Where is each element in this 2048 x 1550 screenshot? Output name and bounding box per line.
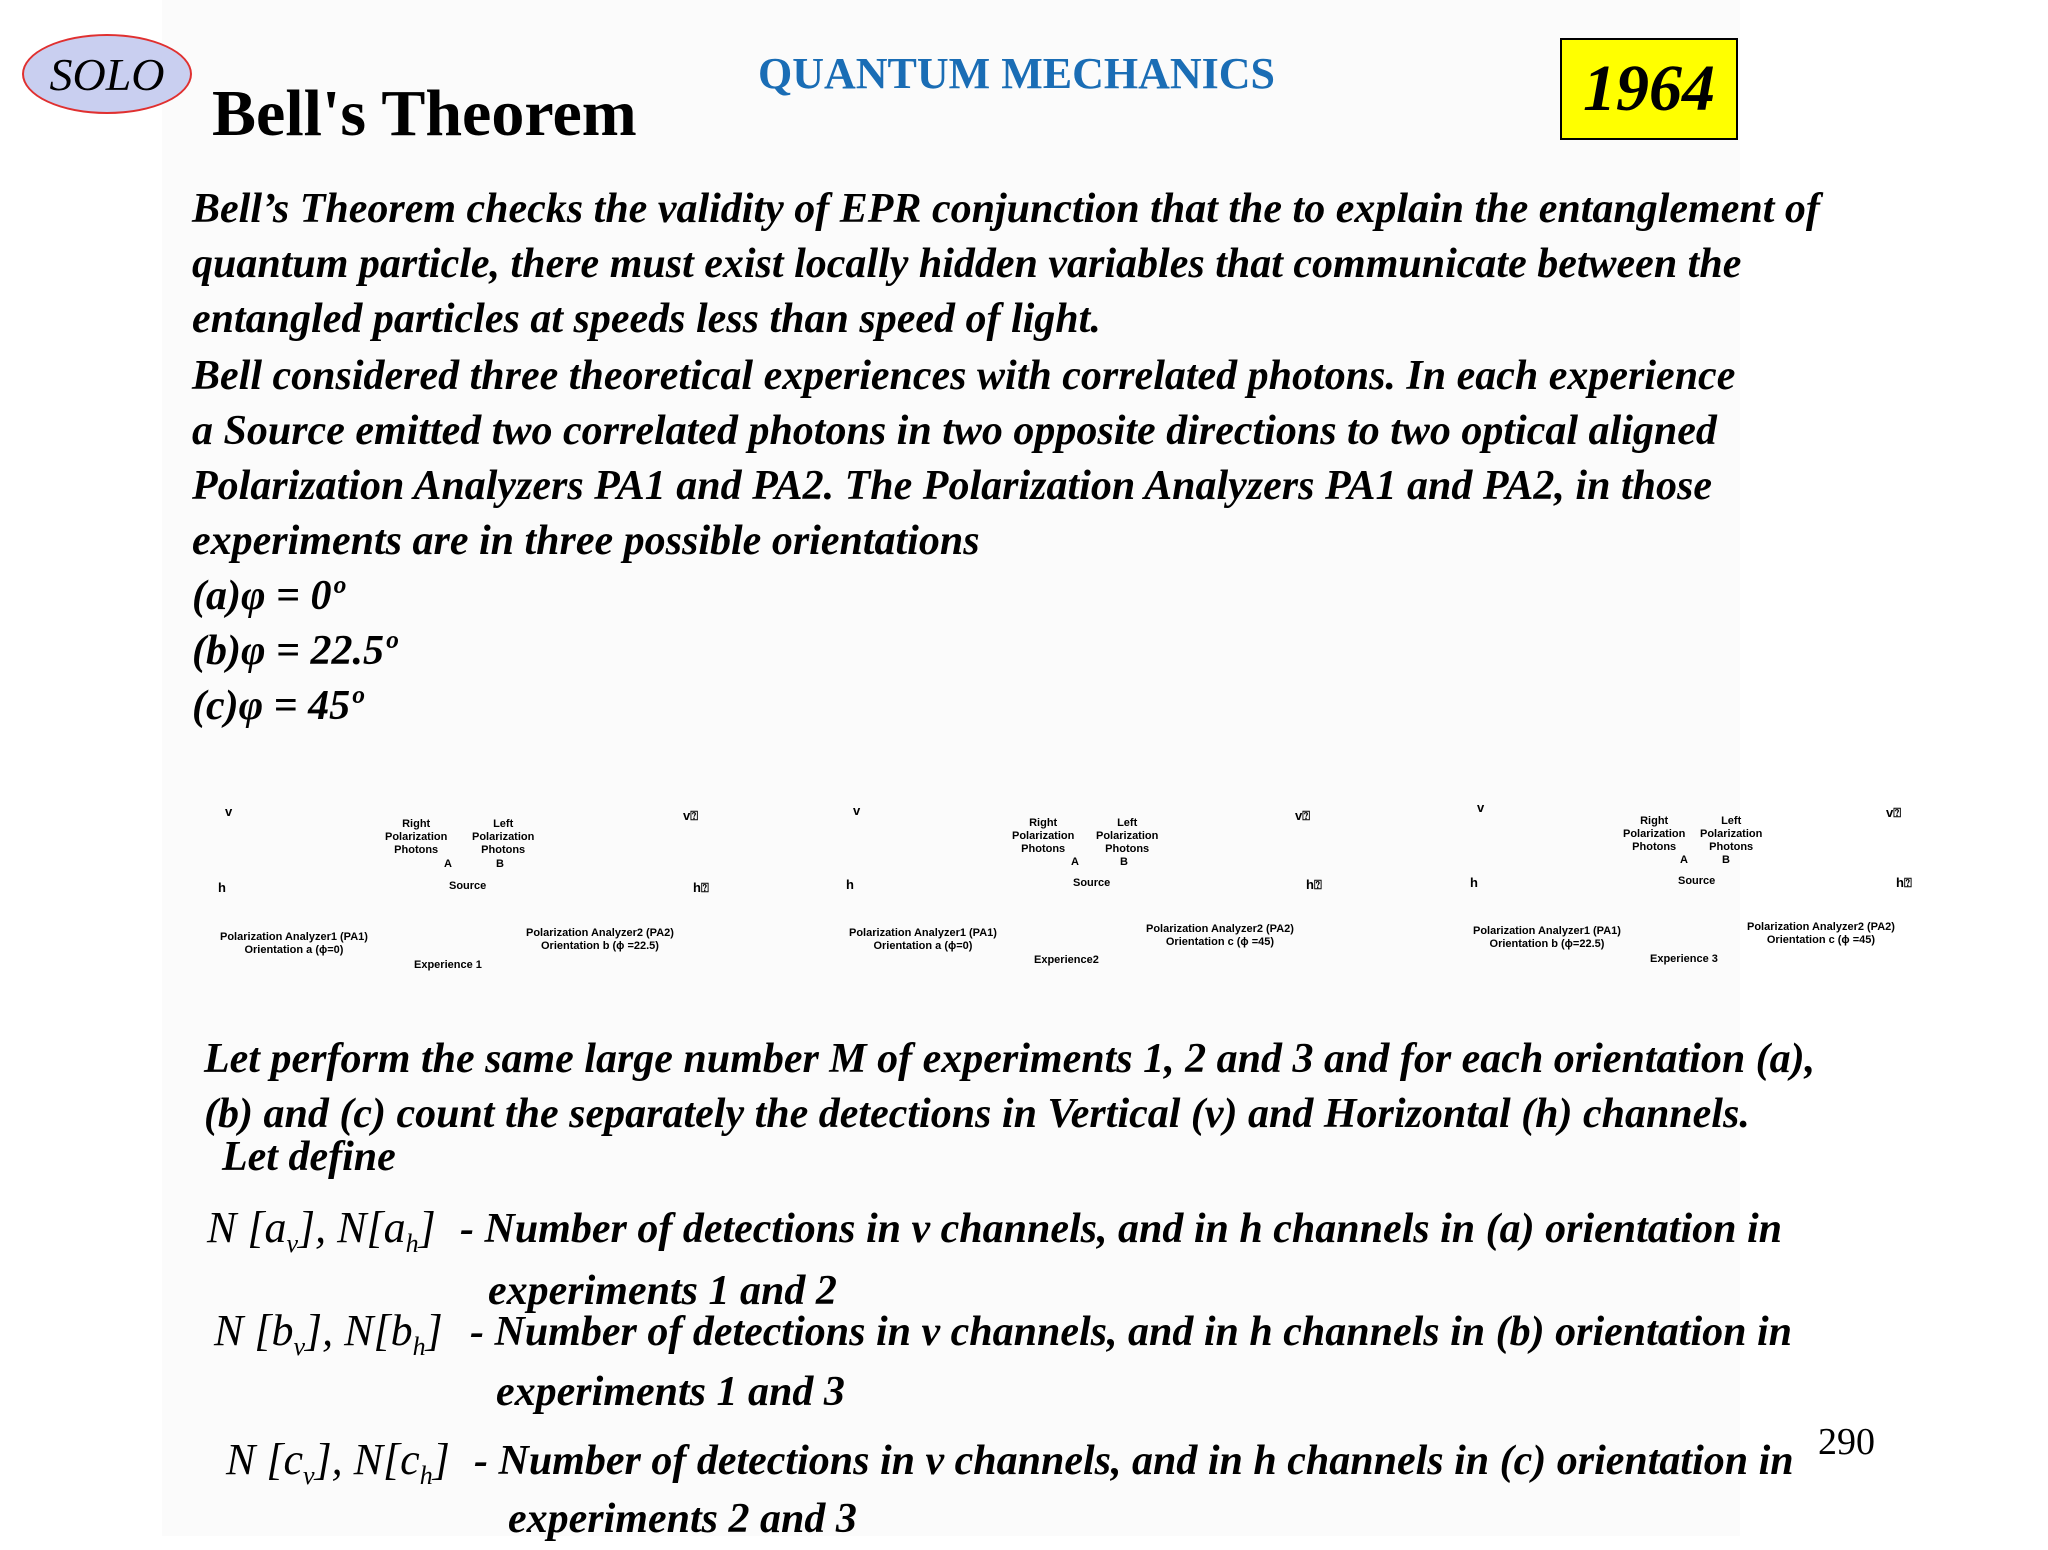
section-header: QUANTUM MECHANICS [758,49,1275,98]
experience-label: Experience 1 [414,959,482,971]
definition-text: experiments 1 and 3 [496,1369,845,1415]
v-channel-label: v [225,804,233,819]
let-define: Let define [222,1134,396,1180]
definition-text: experiments 1 and 2 [488,1268,837,1314]
experience-label: Experience2 [1034,954,1099,966]
v-channel-label: v [853,803,861,818]
right-photons-label: Right Polarization Photons [1012,817,1075,855]
intro-line: Polarization Analyzers PA1 and PA2. The Polarization Analyzers PA1 and PA2, in those [192,463,1712,509]
definition-text: experiments 2 and 3 [508,1496,857,1542]
v-prime-label: v⍰ [1295,808,1311,823]
intro-line: Bell considered three theoretical experiences with correlated photons. In each experience [192,353,1736,399]
definition-text: - Number of detections in v channels, and in h channels in (a) orientation in [460,1206,1783,1252]
left-photons-label: Left Polarization Photons [472,818,535,856]
pa2-label: Polarization Analyzer2 (PA2) Orientation c (ϕ =45) [1146,923,1294,948]
pa2-label: Polarization Analyzer2 (PA2) Orientation c (ϕ =45) [1747,921,1895,946]
perform-text [204,1032,1815,1142]
v-prime-label: v⍰ [683,808,699,823]
h-channel-label: h [846,877,854,892]
orientation-c: (c)φ = 45º [192,683,363,729]
right-photons-label: Right Polarization Photons [1623,815,1686,853]
source-label: Source [449,880,487,892]
point-a-label: A [1680,854,1688,866]
perform-line: Let perform the same large number M of experiments 1, 2 and 3 and for each orientation (a), [204,1036,1816,1082]
left-photons-label: Left Polarization Photons [1096,817,1159,855]
definition-text: - Number of detections in v channels, and in h channels in (b) orientation in [470,1309,1793,1355]
intro-line: entangled particles at speeds less than speed of light. [192,296,1101,342]
source-label: Source [1678,875,1716,887]
orientation-b: (b)φ = 22.5º [192,628,397,674]
page-number: 290 [1818,1421,1875,1463]
point-a-label: A [444,858,452,870]
definition-symbol: N $[b_v]$, $N[b_h]$ [214,1306,443,1361]
right-photons-label: Right Polarization Photons [385,818,448,856]
orientation-a: (a)φ = 0º [192,573,345,619]
definition-symbol: N $[c_v]$, $N[c_h]$ [226,1435,450,1490]
v-channel-label: v [1477,800,1485,815]
perform-line: (b) and (c) count the separately the detections in Vertical (v) and Horizontal (h) channels. [204,1091,1750,1137]
source-label: Source [1073,877,1111,889]
intro-line: a Source emitted two correlated photons in two opposite directions to two optical aligned [192,408,1717,454]
definition-symbol: N $[a_v]$, $N[a_h]$ [207,1203,436,1258]
pa2-label: Polarization Analyzer2 (PA2) Orientation b (ϕ =22.5) [526,927,674,952]
point-b-label: B [1722,854,1730,866]
solo-badge: SOLO [22,34,192,114]
experience-label: Experience 3 [1650,953,1718,965]
intro-line: experiments are in three possible orientations [192,518,980,564]
h-channel-label: h [218,880,226,895]
point-b-label: B [496,858,504,870]
h-prime-label: h⍰ [693,880,709,895]
h-prime-label: h⍰ [1306,877,1322,892]
definition-text: - Number of detections in v channels, and in h channels in (c) orientation in [474,1438,1794,1484]
pa1-label: Polarization Analyzer1 (PA1) Orientation b (ϕ=22.5) [1473,925,1621,950]
point-a-label: A [1071,856,1079,868]
h-prime-label: h⍰ [1896,875,1912,890]
pa1-label: Polarization Analyzer1 (PA1) Orientation a (ϕ=0) [220,931,368,956]
v-prime-label: v⍰ [1886,805,1902,820]
left-photons-label: Left Polarization Photons [1700,815,1763,853]
h-channel-label: h [1470,875,1478,890]
intro-line: Bell’s Theorem checks the validity of EPR conjunction that the to explain the entanglement of [192,186,1820,232]
intro-text [192,182,1820,734]
pa1-label: Polarization Analyzer1 (PA1) Orientation a (ϕ=0) [849,927,997,952]
page-title: Bell's Theorem [212,77,637,150]
year-badge: 1964 [1560,38,1738,140]
intro-line: quantum particle, there must exist locally hidden variables that communicate between the [192,241,1742,287]
point-b-label: B [1120,856,1128,868]
